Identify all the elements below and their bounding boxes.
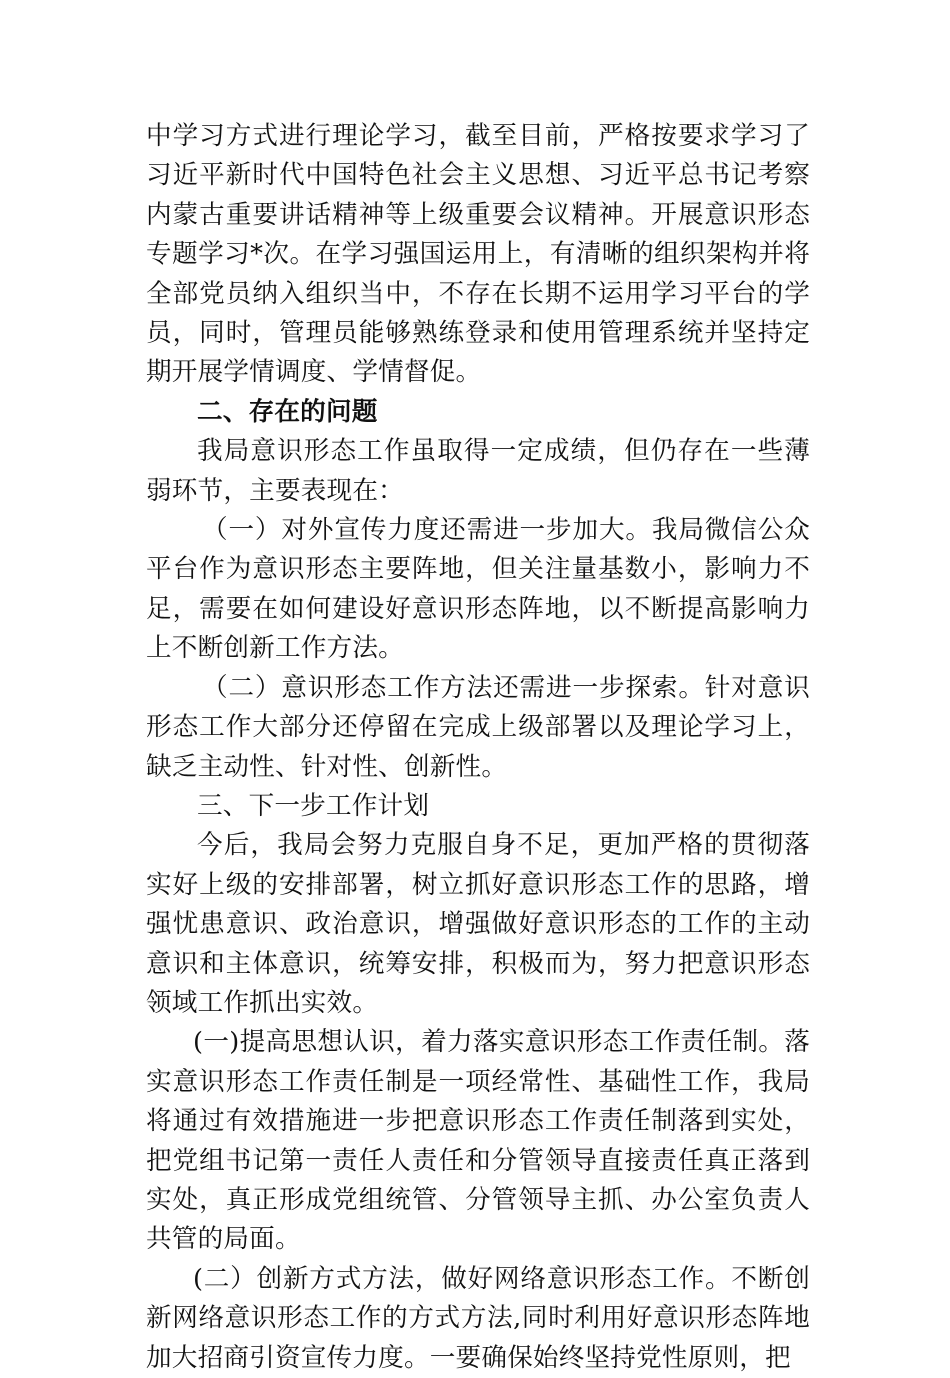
document-body: [146, 117, 810, 1378]
paragraph-plan-1: (一)提高思想认识，着力落实意识形态工作责任制。落实意识形态工作责任制是一项经常性、基础性工作，我局将通过有效措施进一步把意识形态工作责任制落到实处，把党组书记第一责任人责任和分管领导直接责任真正落到实处，真正形成党组统管、分管领导主抓、办公室负责人共管的局面。: [146, 1027, 810, 1255]
paragraph-problems-intro: 我局意识形态工作虽取得一定成绩，但仍存在一些薄弱环节，主要表现在：: [146, 436, 810, 506]
paragraph-plan-2: (二）创新方式方法，做好网络意识形态工作。不断创新网络意识形态工作的方式方法,同时利用好意识形态阵地加大招商引资宣传力度。一要确保始终坚持党性原则，把: [146, 1263, 810, 1373]
section-heading-problems: 二、存在的问题: [197, 396, 378, 427]
section-heading-next-steps: 三、下一步工作计划: [197, 790, 430, 821]
paragraph-problem-2: （二）意识形态工作方法还需进一步探索。针对意识形态工作大部分还停留在完成上级部署以及理论学习上，缺乏主动性、针对性、创新性。: [146, 672, 810, 782]
paragraph-study-continuation: 中学习方式进行理论学习，截至目前，严格按要求学习了习近平新时代中国特色社会主义思想、习近平总书记考察内蒙古重要讲话精神等上级重要会议精神。开展意识形态专题学习*次。在学习强国运用上，有清晰的组织架构并将全部党员纳入组织当中，不存在长期不运用学习平台的学员，同时，管理员能够熟练登录和使用管理系统并坚持定期开展学情调度、学情督促。: [146, 121, 810, 388]
paragraph-next-steps-intro: 今后，我局会努力克服自身不足，更加严格的贯彻落实好上级的安排部署，树立抓好意识形态工作的思路，增强忧患意识、政治意识，增强做好意识形态的工作的主动意识和主体意识，统筹安排，积极而为，努力把意识形态领域工作抓出实效。: [146, 830, 810, 1018]
paragraph-problem-1: （一）对外宣传力度还需进一步加大。我局微信公众平台作为意识形态主要阵地，但关注量基数小，影响力不足，需要在如何建设好意识形态阵地，以不断提高影响力上不断创新工作方法。: [146, 515, 810, 664]
